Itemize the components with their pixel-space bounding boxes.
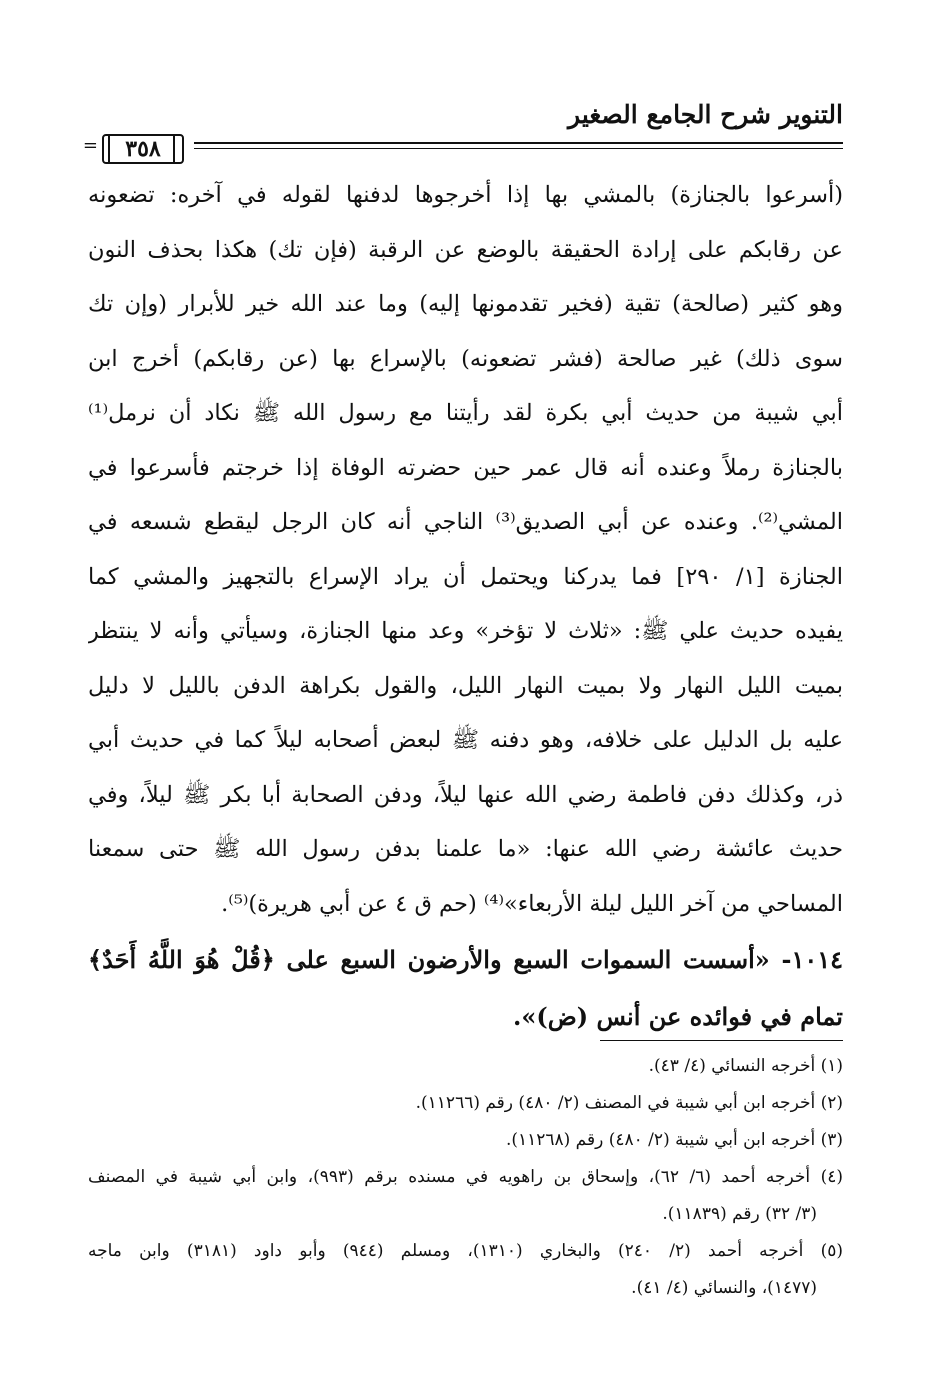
- book-page: [82, 70, 843, 1330]
- footnote: (٣) أخرجه ابن أبي شيبة (٢/ ٤٨٠) رقم (١١٢٦٨).: [505, 1130, 843, 1150]
- text-line: يفيده حديث علي ﷺ: «ثلاث لا تؤخر» وعد منها الجنازة، وسيأتي وأنه لا ينتظر: [88, 618, 843, 644]
- text-line: المشي⁽²⁾. وعنده عن أبي الصديق⁽³⁾ الناجي أنه كان الرجل ليقطع شسعه في: [88, 509, 843, 535]
- footnote-continuation: (١٤٧٧)، والنسائي (٤/ ٤١).: [631, 1278, 817, 1298]
- footnote: (٢) أخرجه ابن أبي شيبة في المصنف (٢/ ٤٨٠) رقم (١١٢٦٦).: [415, 1093, 843, 1113]
- text-line: ذر، وكذلك دفن فاطمة رضي الله عنها ليلاً، ودفن الصحابة أبا بكر ﷺ ليلاً، وفي: [88, 781, 843, 808]
- hadith-source: تمام في فوائده عن أنس (ض)».: [513, 1002, 843, 1031]
- text-line: حديث عائشة رضي الله عنها: «ما علمنا بدفن رسول الله ﷺ حتى سمعنا: [88, 836, 843, 862]
- header-rule-top: [88, 142, 843, 144]
- text-line: (أسرعوا بالجنازة) بالمشي بها إذا أخرجوها لدفنها لقوله في آخره: تضعونه: [88, 182, 843, 208]
- page-number: ٣٥٨: [102, 134, 184, 164]
- text-line: عليه بل الدليل على خلافه، وهو دفنه ﷺ لبعض أصحابه ليلاً كما في حديث أبي: [88, 727, 843, 753]
- footnote-separator: [600, 1040, 843, 1041]
- text-line: المساحي من آخر الليل ليلة الأربعاء»⁽⁴⁾ (حم ق ٤ عن أبي هريرة)⁽⁵⁾.: [221, 890, 843, 917]
- footnote: (١) أخرجه النسائي (٤/ ٤٣).: [648, 1056, 843, 1076]
- text-line: بالجنازة رملاً وعنده أنه قال عمر حين حضرته الوفاة إذا خرجتم فأسرعوا في: [88, 454, 843, 481]
- text-line: أبي شيبة من حديث أبي بكرة لقد رأيتنا مع رسول الله ﷺ نكاد أن نرمل⁽¹⁾: [88, 400, 843, 426]
- running-head: التنوير شرح الجامع الصغير: [568, 100, 843, 129]
- hadith-heading: ١٠١٤- «أسست السموات السبع والأرضون السبع على ﴿قُلْ هُوَ اللَّهُ أَحَدٌ﴾: [88, 945, 843, 974]
- footnotes: [88, 1048, 843, 1307]
- footnote-continuation: (٣/ ٣٢) رقم (١١٨٣٩).: [662, 1204, 817, 1224]
- text-line: بميت الليل النهار ولا بميت النهار الليل، والقول بكراهة الدفن بالليل لا دليل: [88, 672, 843, 699]
- text-line: سوى ذلك) غير صالحة (فشر تضعونه) بالإسراع بها (عن رقابكم) أخرج ابن: [88, 345, 843, 372]
- header-rule-bottom: [88, 148, 843, 149]
- footnote: (٤) أخرجه أحمد (٦/ ٦٢)، وإسحاق بن راهويه في مسنده برقم (٩٩٣)، وابن أبي شيبة في المصنف: [88, 1167, 843, 1187]
- text-line: الجنازة [١/ ٢٩٠] فما يدركنا ويحتمل أن يراد الإسراع بالتجهيز والمشي كما: [88, 563, 843, 590]
- page-number-dash: =: [82, 135, 98, 156]
- main-text: [88, 168, 843, 1045]
- text-line: وهو كثير (صالحة) تقية (فخير تقدمونها إليه) وما عند الله خير للأبرار (وإن تك: [88, 291, 843, 317]
- footnote: (٥) أخرجه أحمد (٢/ ٢٤٠) والبخاري (١٣١٠)، ومسلم (٩٤٤) وأبو داود (٣١٨١) وابن ماجه: [88, 1241, 843, 1261]
- text-line: عن رقابكم على إرادة الحقيقة بالوضع عن الرقبة (فإن تك) هكذا بحذف النون: [88, 236, 843, 263]
